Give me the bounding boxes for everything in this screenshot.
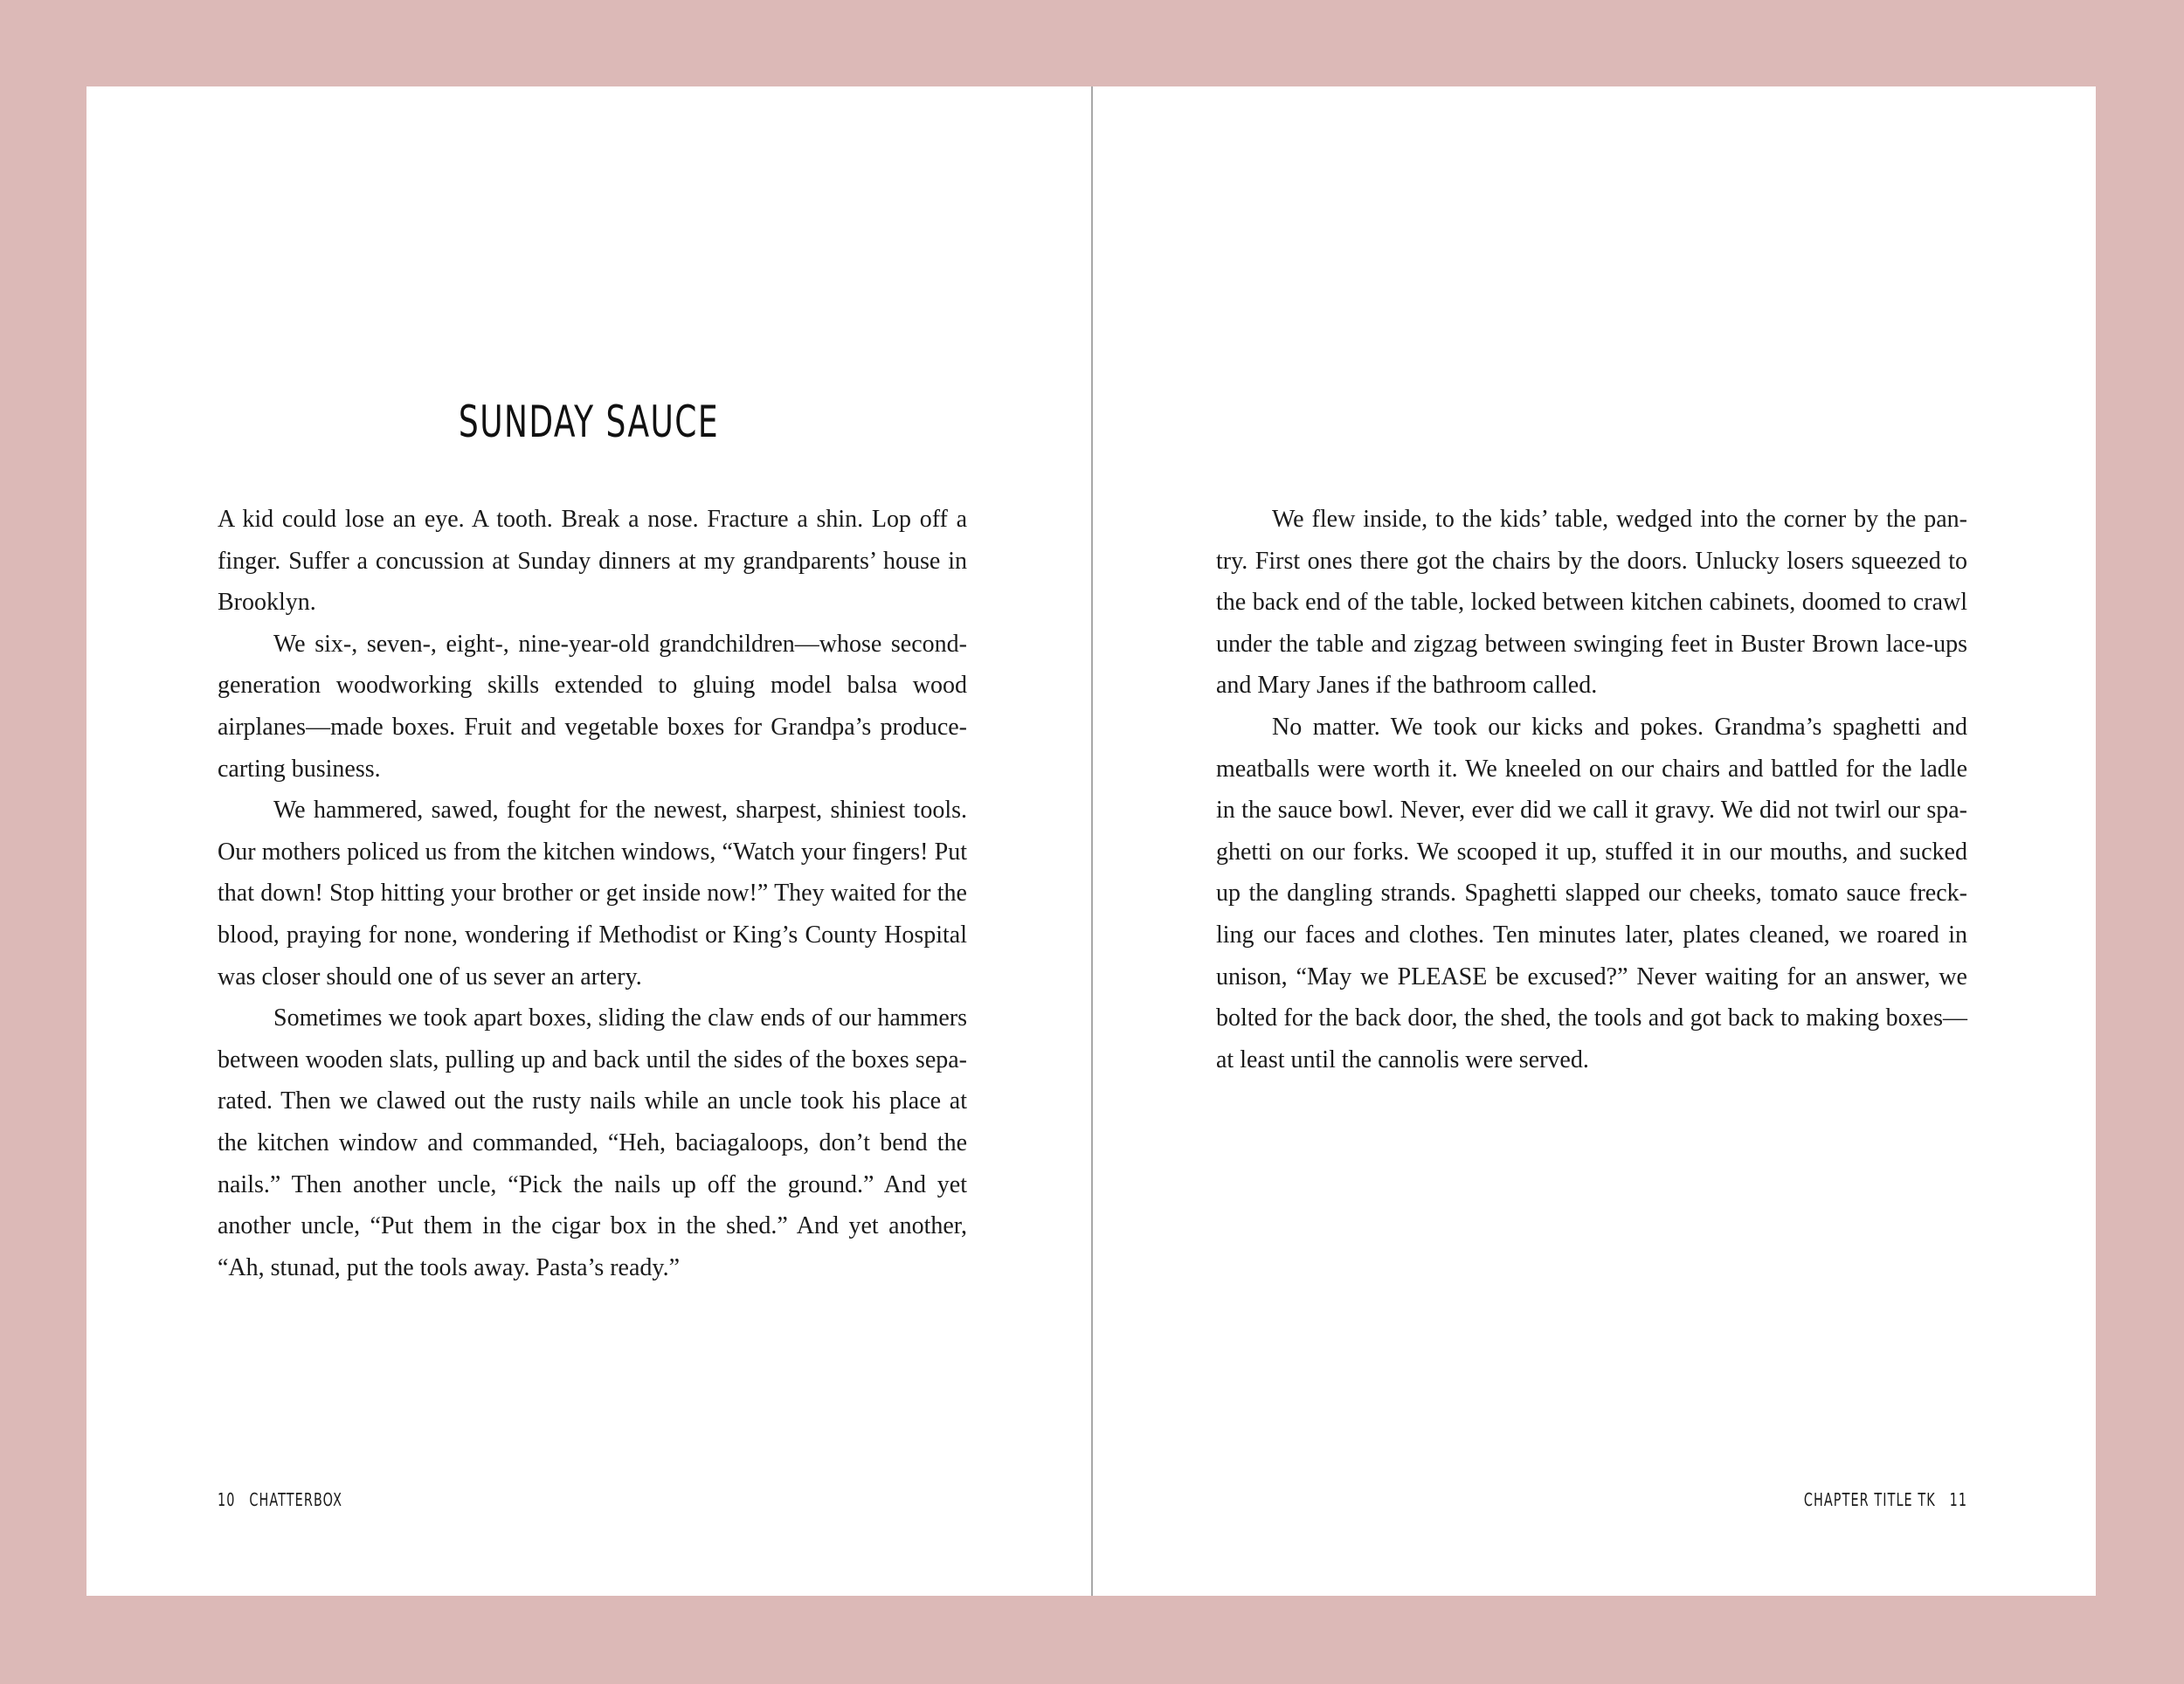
chapter-title: SUNDAY SAUCE xyxy=(458,397,720,447)
paragraph: A kid could lose an eye. A tooth. Break a nose. Fracture a shin. Lop off a finger. Suffer a concussion at Sunday dinners at my grandparents’ house in Brooklyn. xyxy=(218,506,967,617)
page-number: 10 xyxy=(218,1489,236,1510)
left-page xyxy=(86,86,1091,1596)
page-number: 11 xyxy=(1949,1489,1967,1510)
paragraph: We hammered, sawed, fought for the newest, sharpest, shiniest tools. Our mothers policed us from the kitchen windows, “Watch your fingers! Put that down! Stop hitting your brother or get inside now!” They waited for the blood, praying for none, wondering if Methodist or King’s County Hospital was closer should one of us sever an artery. xyxy=(218,797,967,990)
left-body-text xyxy=(218,499,967,1288)
running-head: CHATTERBOX xyxy=(249,1489,343,1510)
right-folio xyxy=(1804,1489,1967,1510)
paragraph: Sometimes we took apart boxes, sliding the claw ends of our hammers between wooden slats, pulling up and back until the sides of the boxes separated. Then we clawed out the rusty nails while an uncle took his place at the kitchen window and commanded, “Heh, baciagaloops, don’t bend the nails.” Then another uncle, “Pick the nails up off the ground.” And yet another uncle, “Put them in the cigar box in the shed.” And yet another, “Ah, stunad, put the tools away. Pasta’s ready.” xyxy=(218,1004,967,1281)
running-head: CHAPTER TITLE TK xyxy=(1803,1489,1936,1510)
book-spread xyxy=(86,86,2096,1596)
paragraph: We flew inside, to the kids’ table, wedged into the corner by the pantry. First ones there got the chairs by the doors. Unlucky losers squeezed to the back end of the table, locked between kitchen cabinets, doomed to crawl under the table and zigzag between swinging feet in Buster Brown lace-ups and Mary Janes if the bathroom called. xyxy=(1216,506,1967,700)
paragraph: We six-, seven-, eight-, nine-year-old grandchildren—whose second-generation woodworking skills extended to gluing model balsa wood airplanes—made boxes. Fruit and vegetable boxes for Grandpa’s produce-carting business. xyxy=(218,630,967,783)
left-folio xyxy=(218,1489,342,1510)
right-body-text xyxy=(1216,499,1967,1080)
right-page xyxy=(1093,86,2096,1596)
paragraph: No matter. We took our kicks and pokes. Grandma’s spaghetti and meatballs were worth it. We kneeled on our chairs and battled for the ladle in the sauce bowl. Never, ever did we call it gravy. We did not twirl our spaghetti on our forks. We scooped it up, stuffed it in our mouths, and sucked up the dangling strands. Spaghetti slapped our cheeks, tomato sauce freckling our faces and clothes. Ten minutes later, plates cleaned, we roared in unison, “May we PLEASE be excused?” Never waiting for an answer, we bolted for the back door, the shed, the tools and got back to making boxes—at least until the cannolis were served. xyxy=(1216,713,1967,1073)
